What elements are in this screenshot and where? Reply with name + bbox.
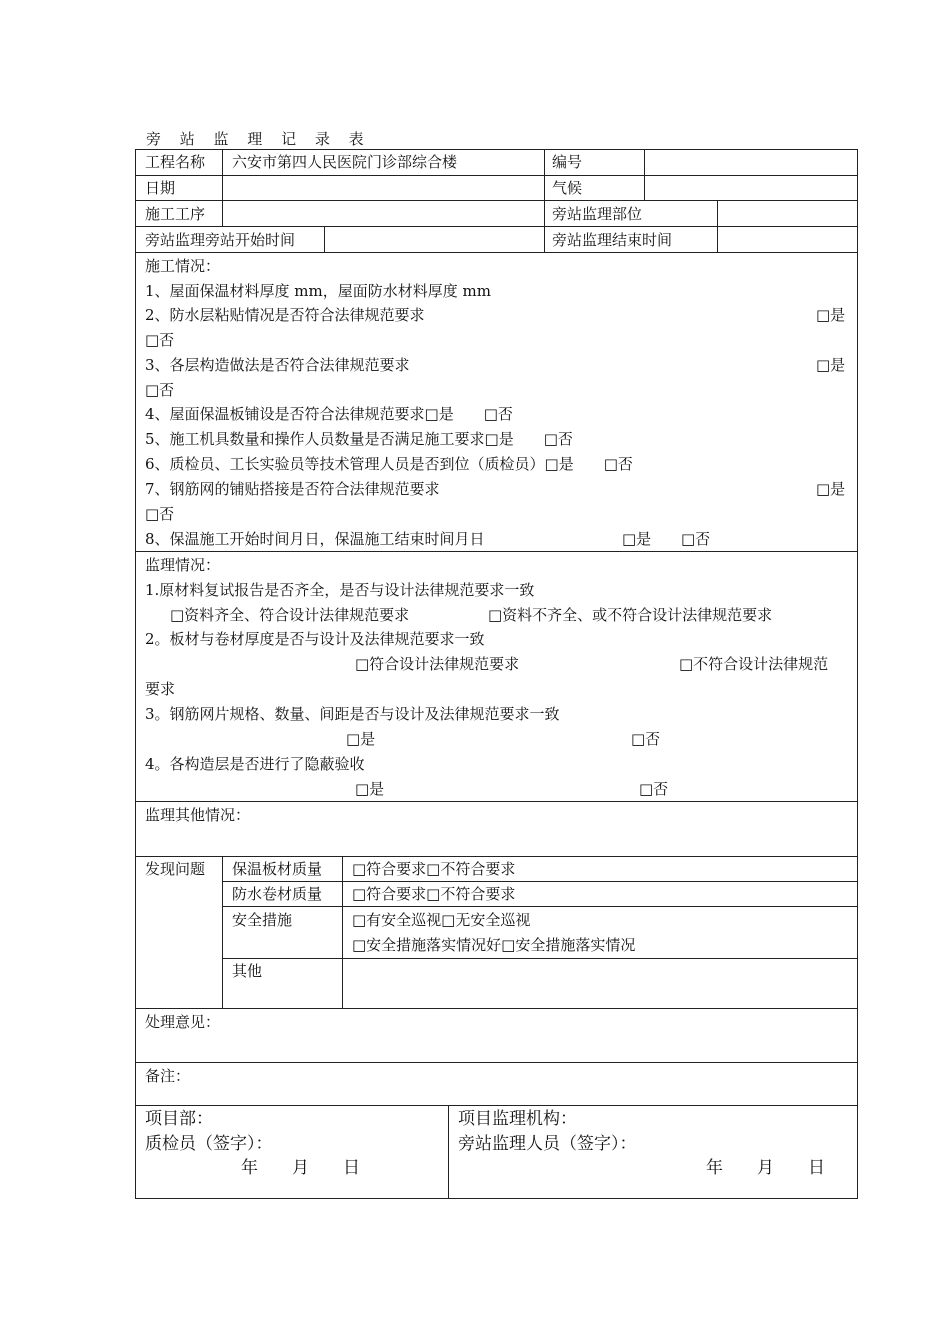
- date-label: 日期: [145, 179, 176, 197]
- construction-item-4: 4、屋面保温板铺设是否符合法律规范要求□是 □否: [145, 405, 513, 423]
- project-dept-label: 项目部：: [145, 1109, 213, 1129]
- construction-item-1: 1、屋面保温材料厚度 mm，屋面防水材料厚度 mm: [145, 282, 491, 300]
- item-7-yes-checkbox[interactable]: □是: [816, 480, 846, 498]
- construction-item-6: 6、质检员、工长实验员等技术管理人员是否到位（质检员）□是 □否: [145, 455, 633, 473]
- supervisor-signature-label: 旁站监理人员（签字）：: [458, 1134, 637, 1154]
- supervision-heading: 监理情况：: [145, 556, 221, 574]
- construction-item-8: 8、保温施工开始时间月日，保温施工结束时间月日: [145, 530, 485, 548]
- q2-option-wrap: 要求: [145, 680, 176, 698]
- inspector-signature-label: 质检员（签字）：: [145, 1134, 273, 1154]
- end-time-label: 旁站监理结束时间: [552, 231, 673, 249]
- form-title: 旁 站 监 理 记 录 表: [146, 130, 371, 148]
- q2-option-conform[interactable]: □符合设计法律规范要求: [355, 655, 520, 673]
- supervision-q4: 4。各构造层是否进行了隐蔽验收: [145, 755, 365, 773]
- q2-option-nonconform[interactable]: □不符合设计法律规范: [679, 655, 829, 673]
- right-date: 年 月 日: [706, 1158, 825, 1178]
- supervision-org-label: 项目监理机构：: [458, 1109, 577, 1129]
- item-3-no-checkbox[interactable]: □否: [145, 381, 175, 399]
- item-8-yes-checkbox[interactable]: □是: [622, 530, 652, 548]
- problem-item-waterproof: 防水卷材质量: [232, 885, 323, 903]
- construction-item-3: 3、各层构造做法是否符合法律规范要求: [145, 356, 410, 374]
- problem-item-other: 其他: [232, 962, 263, 980]
- q1-option-complete[interactable]: □资料齐全、符合设计法律规范要求: [170, 606, 410, 624]
- remarks-label: 备注：: [145, 1067, 191, 1085]
- problem-item-insulation: 保温板材质量: [232, 860, 323, 878]
- construction-item-5: 5、施工机具数量和操作人员数量是否满足施工要求□是 □否: [145, 430, 573, 448]
- project-name-label: 工程名称: [145, 153, 206, 171]
- problems-label: 发现问题: [145, 860, 206, 878]
- q3-no-checkbox[interactable]: □否: [631, 730, 661, 748]
- problem-value-safety[interactable]: □有安全巡视□无安全巡视: [352, 911, 531, 929]
- supervision-q3: 3。钢筋网片规格、数量、间距是否与设计及法律规范要求一致: [145, 705, 560, 723]
- number-label: 编号: [552, 153, 583, 171]
- supervision-part-label: 旁站监理部位: [552, 205, 643, 223]
- weather-label: 气候: [552, 179, 583, 197]
- construction-item-2: 2、防水层粘贴情况是否符合法律规范要求: [145, 306, 425, 324]
- q1-option-incomplete[interactable]: □资料不齐全、或不符合设计法律规范要求: [488, 606, 773, 624]
- item-3-yes-checkbox[interactable]: □是: [816, 356, 846, 374]
- supervision-q2: 2。板材与卷材厚度是否与设计及法律规范要求一致: [145, 630, 485, 648]
- q4-no-checkbox[interactable]: □否: [639, 780, 669, 798]
- problem-value-safety-2[interactable]: □安全措施落实情况好□安全措施落实情况: [352, 936, 636, 954]
- problem-value-insulation[interactable]: □符合要求□不符合要求: [352, 860, 516, 878]
- q4-yes-checkbox[interactable]: □是: [355, 780, 385, 798]
- q3-yes-checkbox[interactable]: □是: [346, 730, 376, 748]
- process-label: 施工工序: [145, 205, 206, 223]
- item-8-no-checkbox[interactable]: □否: [681, 530, 711, 548]
- start-time-label: 旁站监理旁站开始时间: [145, 231, 296, 249]
- other-supervision-label: 监理其他情况：: [145, 806, 251, 824]
- construction-heading: 施工情况：: [145, 257, 221, 275]
- project-name-value: 六安市第四人民医院门诊部综合楼: [232, 153, 458, 171]
- item-2-no-checkbox[interactable]: □否: [145, 331, 175, 349]
- construction-item-7: 7、钢筋网的铺贴搭接是否符合法律规范要求: [145, 480, 440, 498]
- problem-value-waterproof[interactable]: □符合要求□不符合要求: [352, 885, 516, 903]
- item-7-no-checkbox[interactable]: □否: [145, 505, 175, 523]
- left-date: 年 月 日: [241, 1158, 360, 1178]
- item-2-yes-checkbox[interactable]: □是: [816, 306, 846, 324]
- problem-item-safety: 安全措施: [232, 911, 293, 929]
- opinion-label: 处理意见：: [145, 1013, 221, 1031]
- supervision-q1: 1.原材料复试报告是否齐全，是否与设计法律规范要求一致: [145, 581, 535, 599]
